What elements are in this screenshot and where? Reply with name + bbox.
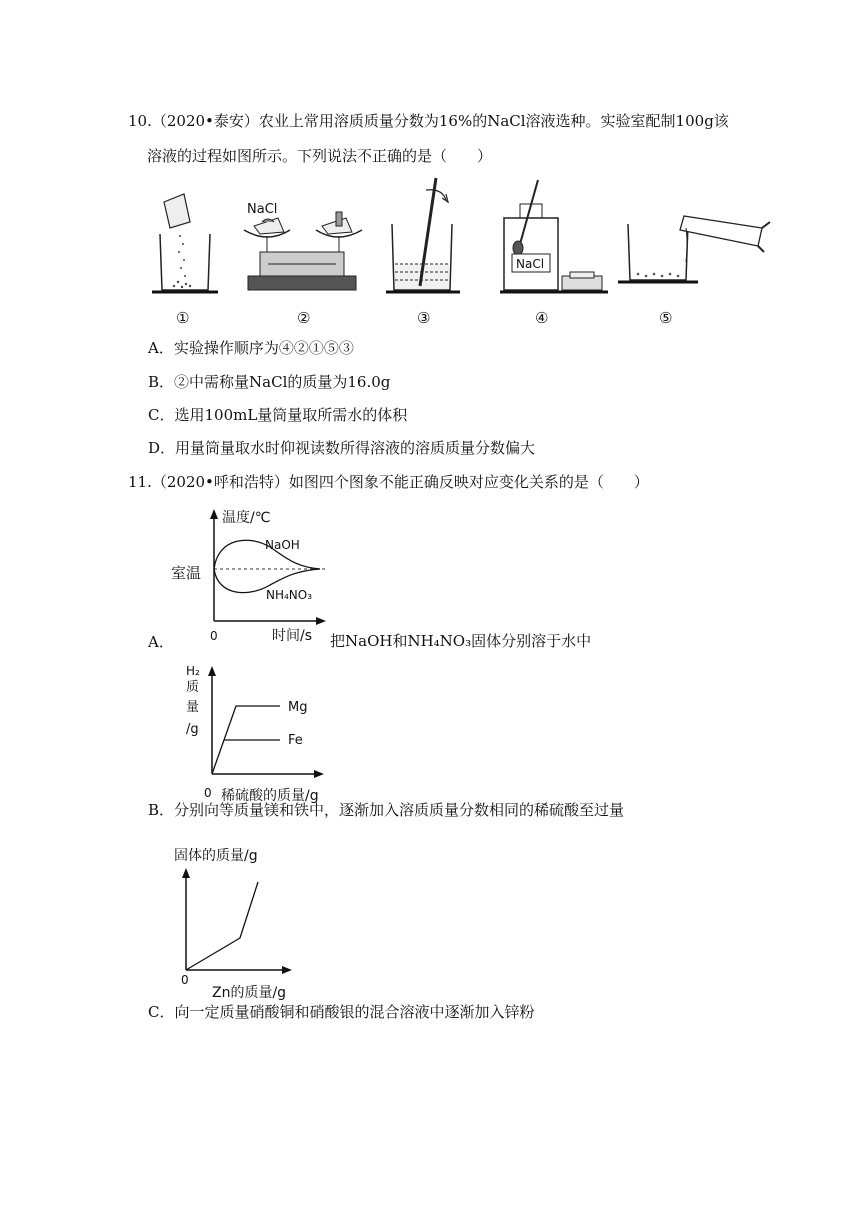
graph-a-xlabel: 时间/s [272, 628, 313, 644]
beaker-stir-icon [386, 178, 460, 292]
graph-a-ref-label: 室温 [171, 564, 202, 582]
graph-c [170, 860, 310, 980]
figure-label-3: ③ [417, 309, 431, 327]
graph-c-origin: 0 [181, 973, 189, 987]
q10-stem-line2: 溶液的过程如图所示。下列说法不正确的是（ ） [147, 147, 493, 165]
beaker-pour-solid-icon [152, 194, 218, 292]
q11-option-c: C．向一定质量硝酸铜和硝酸银的混合溶液中逐渐加入锌粉 [148, 1003, 535, 1021]
reagent-bottle-icon [500, 180, 608, 292]
q10-option-c: C．选用100mL量筒量取所需水的体积 [148, 406, 408, 424]
q10-stem-line1: 10.（2020•泰安）农业上常用溶质质量分数为16%的NaCl溶液选种。实验室配制100g该 [128, 112, 729, 130]
graph-a-ylabel: 温度/℃ [222, 510, 271, 526]
beaker-cylinder-pour-icon [618, 216, 770, 282]
solid-mass-line [186, 882, 258, 970]
figure-label-5: ⑤ [659, 309, 673, 327]
q11-option-b: B．分别向等质量镁和铁中，逐渐加入溶质质量分数相同的稀硫酸至过量 [148, 801, 625, 819]
figure-label-1: ① [176, 309, 190, 327]
graph-b-ylabel-2: 质 [186, 680, 200, 695]
graph-a-nh4no3-label: NH₄NO₃ [266, 588, 313, 602]
balance-nacl-label: NaCl [247, 202, 278, 217]
graph-a-origin: 0 [210, 629, 218, 643]
graph-b-ylabel-4: /g [186, 722, 199, 737]
graph-b-ylabel-3: 量 [186, 700, 200, 715]
graph-c-ylabel: 固体的质量/g [174, 848, 258, 864]
q11-stem: 11.（2020•呼和浩特）如图四个图象不能正确反映对应变化关系的是（ ） [128, 473, 649, 491]
graph-b-mg-label: Mg [288, 700, 308, 715]
q10-option-a: A．实验操作顺序为④②①⑤③ [148, 339, 354, 357]
graph-a-naoh-label: NaOH [265, 538, 300, 552]
q11-option-a-prefix: A． [148, 633, 174, 651]
graph-c-xlabel: Zn的质量/g [212, 985, 287, 1001]
q10-option-b: B．②中需称量NaCl的质量为16.0g [148, 373, 391, 391]
graph-b-fe-label: Fe [288, 733, 303, 748]
figure-label-2: ② [297, 309, 311, 327]
figure-label-4: ④ [535, 309, 549, 327]
balance-icon [244, 212, 362, 290]
bottle-nacl-label: NaCl [516, 257, 545, 271]
q10-experiment-figure [150, 172, 780, 327]
graph-b-ylabel-1: H₂ [186, 664, 200, 678]
q11-option-a-text: 把NaOH和NH₄NO₃固体分别溶于水中 [330, 632, 592, 650]
q10-option-d: D．用量筒量取水时仰视读数所得溶液的溶质质量分数偏大 [148, 439, 536, 457]
graph-b-origin: 0 [204, 786, 212, 800]
graph-b-xlabel: 稀硫酸的质量/g [221, 788, 319, 804]
